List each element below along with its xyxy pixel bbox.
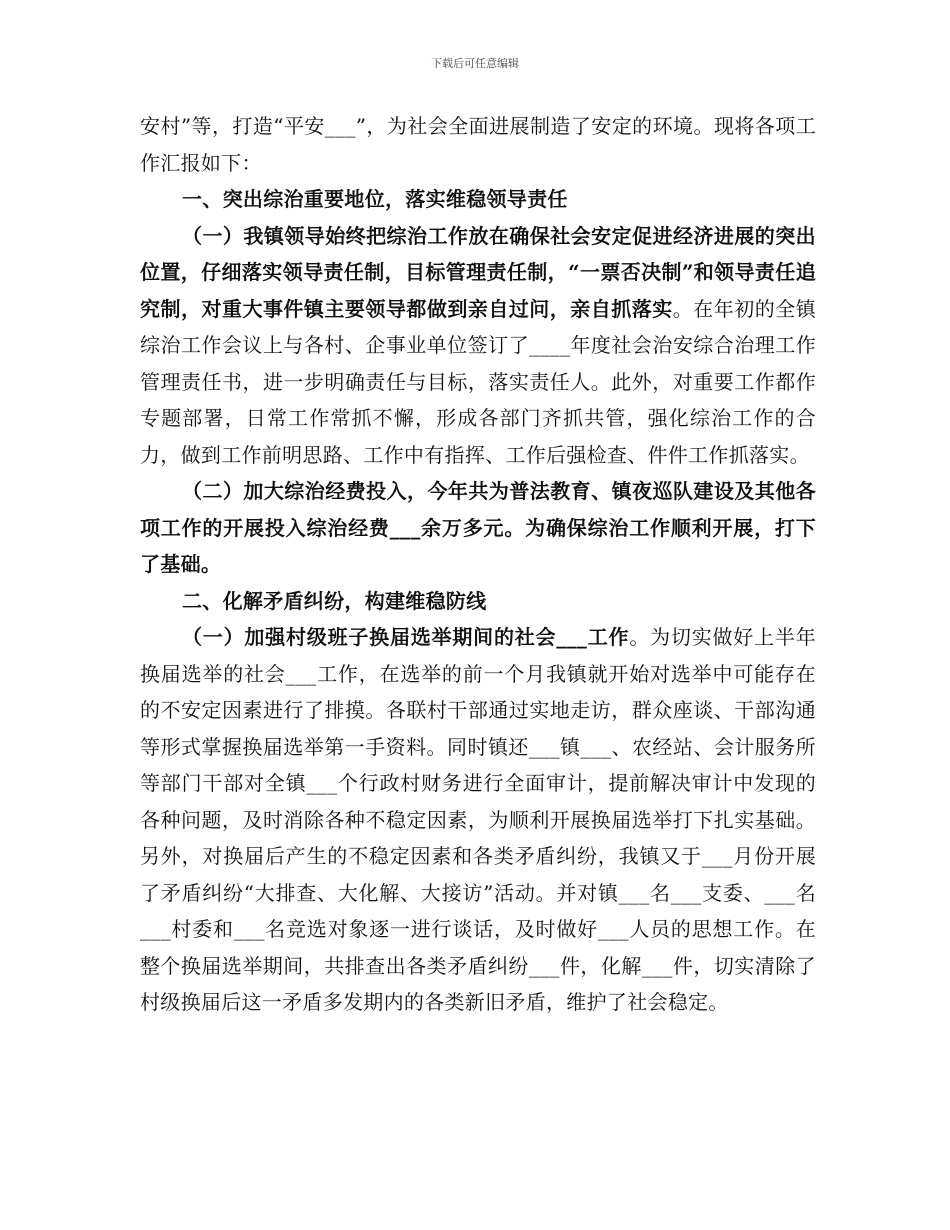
paragraph-leadership-lead: （一）我镇领导始终把综治工作放在确保社会安定促进经济进展的突出位置，仔细落实领导责任制，目标管理责任制，“一票否决制”和领导责任追究制，对重大事件镇主要领导都做到亲自过问，亲自抓落实 bbox=[140, 223, 816, 321]
paragraph-election-body: 。为切实做好上半年换届选举的社会___工作，在选举的前一个月我镇就开始对选举中可能存在的不安定因素进行了排摸。各联村干部通过实地走访，群众座谈、干部沟通等形式掌握换届选举第一手资料。同时镇还___镇___、农经站、会计服务所等部门干部对全镇___个行政村财务进行全面审计，提前解决审计中发现的各种问题，及时消除各种不稳定因素，为顺利开展换届选举打下扎实基础。另外，对换届后产生的不稳定因素和各类矛盾纠纷，我镇又于___月份开展了矛盾纠纷“大排查、大化解、大接访”活动。并对镇___名___支委、___名___村委和___名竞选对象逐一进行谈话，及时做好___人员的思想工作。在整个换届选举期间，共排查出各类矛盾纠纷___件，化解___件，切实清除了村级换届后这一矛盾多发期内的各类新旧矛盾，维护了社会稳定。 bbox=[140, 625, 816, 1014]
section-heading-1: 一、突出综治重要地位，落实维稳领导责任 bbox=[182, 187, 568, 211]
document-body bbox=[140, 108, 816, 1021]
intro-paragraph: 安村”等，打造“平安___”，为社会全面进展制造了安定的环境。现将各项工作汇报如下： bbox=[140, 114, 816, 175]
page-header-note: 下载后可任意编辑 bbox=[431, 57, 519, 70]
paragraph-leadership-body: 。在年初的全镇综治工作会议上与各村、企事业单位签订了____年度社会治安综合治理工作管理责任书，进一步明确责任与目标，落实责任人。此外，对重要工作都作专题部署，日常工作常抓不懈，形成各部门齐抓共管，强化综治工作的合力，做到工作前明思路、工作中有指挥、工作后强检查、件件工作抓落实。 bbox=[140, 296, 816, 467]
paragraph-leadership bbox=[140, 218, 816, 474]
paragraph-election bbox=[140, 619, 816, 1021]
paragraph-funding: （二）加大综治经费投入，今年共为普法教育、镇夜巡队建设及其他各项工作的开展投入综治经费___余万多元。为确保综治工作顺利开展，打下了基础。 bbox=[140, 479, 816, 576]
section-heading-2: 二、化解矛盾纠纷，构建维稳防线 bbox=[182, 588, 487, 613]
paragraph-election-lead: （一）加强村级班子换届选举期间的社会___工作 bbox=[182, 625, 630, 649]
